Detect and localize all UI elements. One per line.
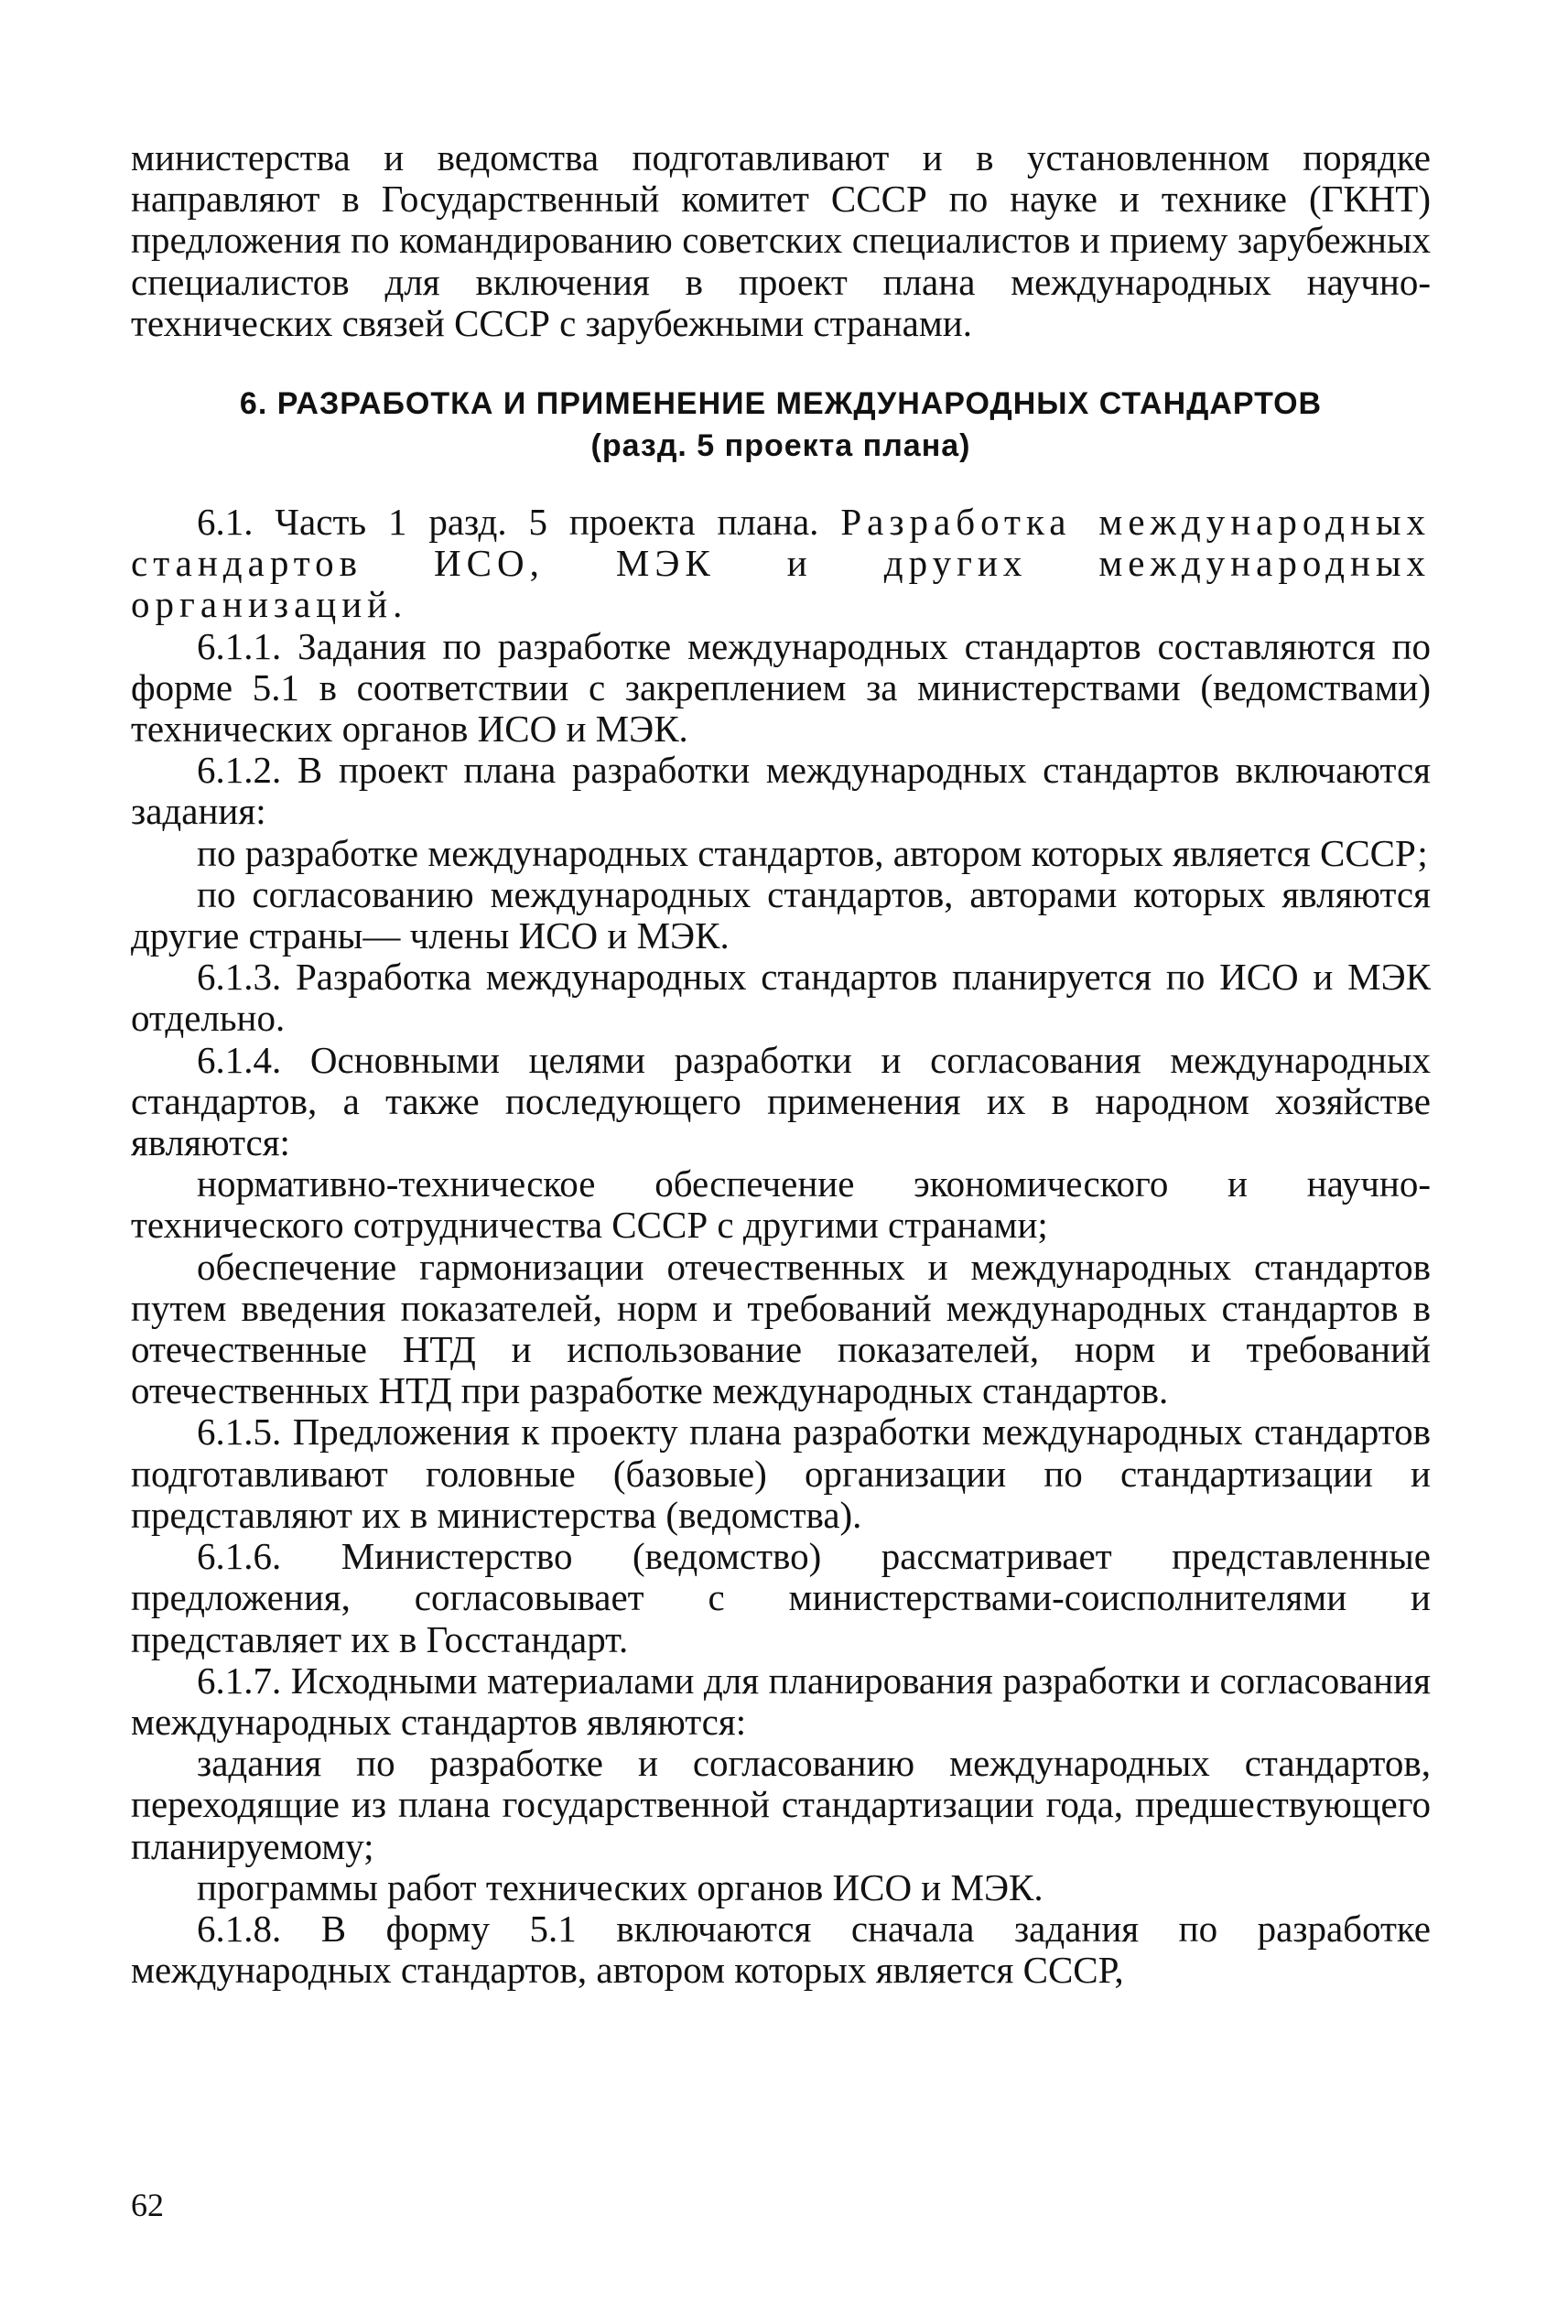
paragraph-6-1-5: 6.1.5. Предложения к проекту плана разработки международных стандартов подготавливают головные (базовые) организации по стандартизации и представляют их в министерства (ведомства). xyxy=(131,1411,1431,1536)
paragraph-6-1-2: 6.1.2. В проект плана разработки международных стандартов включаются задания: xyxy=(131,749,1431,833)
paragraph-6-1-7: 6.1.7. Исходными материалами для планирования разработки и согласования международных стандартов являются: xyxy=(131,1659,1431,1743)
section-heading xyxy=(131,383,1431,467)
page-number: 62 xyxy=(131,2187,164,2223)
paragraph-6-1-3: 6.1.3. Разработка международных стандартов планируется по ИСО и МЭК отдельно. xyxy=(131,956,1431,1040)
section-title: 6. РАЗРАБОТКА И ПРИМЕНЕНИЕ МЕЖДУНАРОДНЫХ СТАНДАРТОВ xyxy=(239,386,1323,422)
paragraph-6-1-6: 6.1.6. Министерство (ведомство) рассматривает представленные предложения, согласовывает с министерствами-соисполнителями и представляет их в Госстандарт. xyxy=(131,1535,1431,1660)
list-item: по разработке международных стандартов, автором которых является СССР; xyxy=(197,831,1428,874)
part-lead: 6.1. Часть 1 разд. 5 проекта плана. xyxy=(197,501,819,544)
intro-paragraph: министерства и ведомства подготавливают и в установленном порядке направляют в Государственный комитет СССР по науке и технике (ГКНТ) предложения по командированию советских специалистов и приему зарубежных специалистов для включения в проект плана международных научно-технических связей СССР с зарубежными странами. xyxy=(131,136,1431,344)
list-item: задания по разработке и согласованию международных стандартов, переходящие из плана государственной стандартизации года, предшествующего планируемому; xyxy=(131,1742,1431,1867)
list-item: нормативно-техническое обеспечение экономического и научно-технического сотрудничества СССР с другими странами; xyxy=(131,1162,1431,1247)
section-subtitle: (разд. 5 проекта плана) xyxy=(590,428,971,464)
body-text xyxy=(131,137,1431,1991)
list-item: программы работ технических органов ИСО и МЭК. xyxy=(197,1865,1044,1908)
list-item: по согласованию международных стандартов, авторами которых являются другие страны— члены ИСО и МЭК. xyxy=(131,872,1431,957)
part-heading xyxy=(131,502,1431,626)
part-title: Разработка международных стандартов ИСО, МЭК и других международных организаций. xyxy=(131,501,1432,626)
paragraph-6-1-1: 6.1.1. Задания по разработке международных стандартов составляются по форме 5.1 в соответствии с закреплением за министерствами (ведомствами) технических органов ИСО и МЭК. xyxy=(131,624,1431,751)
paragraph-6-1-4: 6.1.4. Основными целями разработки и согласования международных стандартов, а также последующего применения их в народном хозяйстве являются: xyxy=(131,1038,1431,1164)
paragraph-6-1-8: 6.1.8. В форму 5.1 включаются сначала задания по разработке международных стандартов, автором которых является СССР, xyxy=(131,1907,1431,1992)
list-item: обеспечение гармонизации отечественных и международных стандартов путем введения показателей, норм и требований международных стандартов в отечественные НТД и использование показателей, норм и требований отечественных НТД при разработке международных стандартов. xyxy=(131,1245,1431,1412)
